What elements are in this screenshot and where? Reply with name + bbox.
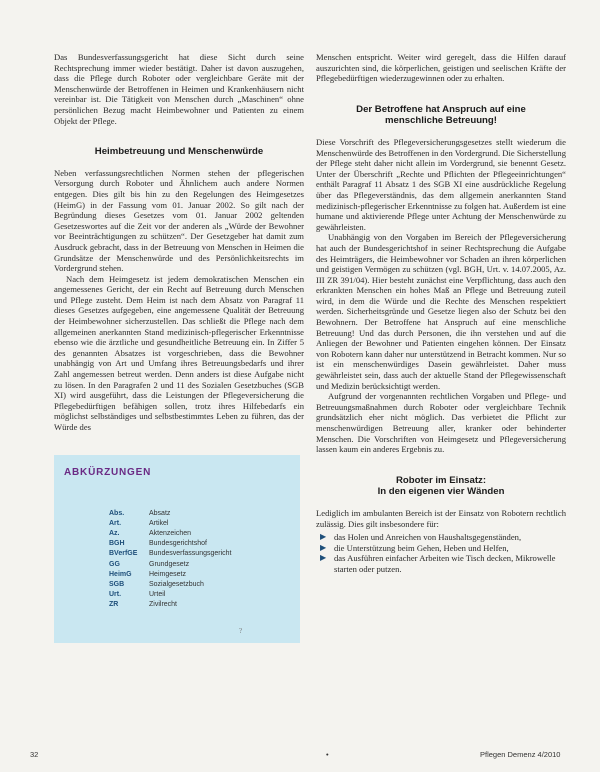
abbreviation-value: Aktenzeichen [149, 530, 192, 537]
abbreviations-title: ABKÜRZUNGEN [64, 466, 152, 478]
bullet-text: das Holen und Anreichen von Haushaltsgegenständen, [334, 532, 522, 543]
paragraph: Aufgrund der vorgenannten rechtlichen Vorgaben und Pflege- und Betreuungsmaßnahmen durch Roboter oder vergleichbare Technik grundsätzlich eher nicht möglich. Das verbietet die Pflicht zur menschenwürdigen Betreuung aller, kranker oder behinderter Menschen. Die Vorschriften von Heimgesetz und Pflegeversicherung lassen kaum ein anderes Ergebnis zu. [316, 391, 566, 455]
arrow-right-icon: ▶ [320, 532, 327, 542]
left-intro-text [54, 52, 304, 126]
abbreviation-key: Az. [109, 530, 120, 537]
abbreviation-key: ZR [109, 601, 119, 609]
paragraph: Lediglich im ambulanten Bereich ist der Einsatz von Robotern rechtlich zulässig. Dies gilt insbesondere für: [316, 507, 566, 529]
anspruch-text [316, 137, 566, 455]
paragraph: Das Bundesverfassungsgericht hat diese Sicht durch seine Rechtsprechung immer wieder bestätigt. Daher ist davon auszugehen, dass die Pflege durch Roboter oder vergleichbare Geräte mit der Menschenwürde der Betroffenen in Heimen und Krankenhäusern nicht vereinbar ist. Die Tätigkeit von Menschen durch „Maschinen“ ohne persönlichen Bezug macht Heimbewohner und Patienten zu einem Objekt der Pflege. [54, 52, 304, 126]
abbreviation-row [109, 519, 232, 529]
abbreviation-key: HeimG [109, 570, 132, 578]
bullet-item [320, 542, 566, 554]
heading-line: In den eigenen vier Wänden [377, 486, 505, 498]
heimbetreuung-text [54, 168, 304, 433]
right-column [316, 52, 566, 575]
abbreviation-row [109, 580, 232, 590]
abbreviation-value: Grundgesetz [149, 560, 190, 568]
bullet-item [320, 532, 566, 543]
page-number: 32 [30, 750, 39, 759]
abbreviation-value: Bundesgerichtshof [149, 540, 207, 548]
abbreviation-key: BVerfGE [109, 550, 138, 558]
abbreviation-key: Abs. [109, 509, 125, 517]
abbreviation-row [109, 549, 232, 559]
paragraph: Unabhängig von den Vorgaben im Bereich der Pflegeversicherung hat auch der Bundesgerichtshof in seiner Rechtsprechung die Aufgabe des Heimträgers, die Heimbewohner vor Schaden an ihren körperlichen und geistigen Vermögen zu schützen (vgl. BGH, Urt. v. 14.07.2005, Az. III ZR 391/04). Hier besteht zunächst eine Verpflichtung, dass auch den erkrankten Menschen ein hohes Maß an Pflege und Betreuung zuteil wird, in dem die Würde und die Rechte des Menschen respektiert werden. Sicherheitsgründe und Gesetze liegen also der Schutz bei den Bewohnern. Der Betroffene hat Anspruch auf eine menschliche Betreuung! Und das durch Personen, die ihn verstehen und auf die Anliegen der Bewohner und Patienten eingehen können. Der Einsatz von Robotern kann daher nur unterstützend in Betracht kommen. Nur so ist ein menschenwürdiges Dasein gewährleistet. Daher muss gewährleistet sein, dass auch der aktuelle Stand der Pflegewissenschaft und Medizin berücksichtigt werden. [316, 232, 566, 391]
footer-mark: • [326, 750, 329, 759]
bullet-list [316, 532, 566, 574]
abbreviation-value: Urteil [149, 591, 166, 599]
section-heading-roboter [316, 475, 566, 498]
heading-line: Der Betroffene hat Anspruch auf eine [356, 103, 526, 115]
section-heading-anspruch [316, 104, 566, 127]
box-mark: ? [239, 626, 243, 635]
abbreviation-value: Sozialgesetzbuch [149, 581, 204, 589]
abbreviation-key: Art. [109, 519, 122, 527]
bullet-text: das Ausführen einfacher Arbeiten wie Tisch decken, Mikrowelle starten oder putzen. [334, 553, 556, 574]
roboter-text [316, 508, 566, 529]
abbreviation-value: Heimgesetz [149, 570, 186, 578]
arrow-right-icon: ▶ [320, 542, 327, 552]
abbreviation-key: SGB [109, 581, 125, 589]
arrow-right-icon: ▶ [320, 553, 327, 563]
bullet-text: die Unterstützung beim Gehen, Heben und Helfen, [334, 542, 509, 553]
abbreviations-list [109, 509, 232, 611]
abbreviation-value: Bundesverfassungsgericht [149, 550, 232, 558]
right-intro-text [316, 52, 566, 84]
bullet-item [320, 553, 566, 574]
abbreviation-value: Absatz [149, 509, 171, 517]
abbreviation-row [109, 529, 232, 539]
heading-line: menschliche Betreuung! [385, 115, 497, 127]
abbreviation-row [109, 509, 232, 519]
abbreviation-value: Artikel [149, 519, 169, 527]
left-column [54, 52, 304, 643]
paragraph: Diese Vorschrift des Pflegeversicherungsgesetzes stellt wiederum die Menschenwürde des Betroffenen in den Vordergrund. Die Sicherstellung der Pflege steht daher nicht allein im Vordergrund, sie benennt Gesetz. Unter der Überschrift „Rechte und Pflichten der Pflegeeinrichtungen“ enthält Paragraf 11 Absatz 1 des SGB XI eine ausdrückliche Regelung über das Pflegeverständnis, das dem allgemein anerkannten Stand medizinisch-pflegerischer Erkenntnisse zu folgen hat. Außerdem ist eine humane und aktivierende Pflege unter Achtung der Menschenwürde zu gewährleisten. [316, 136, 566, 232]
abbreviation-row [109, 570, 232, 580]
abbreviation-key: BGH [109, 540, 125, 548]
paragraph: Neben verfassungsrechtlichen Normen stehen der pflegerischen Versorgung durch Roboter und Ähnlichem auch andere Normen entgegen. Dies gilt bis hin zu den Regelungen des Heimgesetzes (HeimG) in der Fassung vom 01. Januar 2002. So gilt nach der Begründung dieses Gesetzes vom 01. Januar 2002 geltenden Gesetzeswortes auf die Zeit vor der anderen als „Würde der Bewohner vor Beeinträchtigungen zu schützen“. Der Gesetzgeber hat damit zum Ausdruck gebracht, dass in der Betreuung von Menschen in Heimen die Grundsätze der Menschenwürde und des Persönlichkeitsrechts im Vordergrund stehen. [54, 167, 304, 274]
abbreviation-row [109, 539, 232, 549]
abbreviation-row [109, 600, 232, 610]
paragraph: Menschen entspricht. Weiter wird geregelt, dass die Hilfen darauf auszurichten sind, die körperlichen, geistigen und seelischen Kräfte der Pflegebedürftigen wiederzugewinnen oder zu erhalten. [316, 52, 566, 84]
abbreviation-value: Zivilrecht [149, 601, 178, 609]
journal-name: Pflegen Demenz 4/2010 [480, 750, 561, 759]
abbreviations-box [54, 455, 300, 643]
section-heading-heimbetreuung: Heimbetreuung und Menschenwürde [94, 146, 264, 158]
heading-line: Roboter im Einsatz: [395, 474, 487, 486]
abbreviation-key: Urt. [109, 591, 122, 599]
abbreviation-row [109, 560, 232, 570]
abbreviation-row [109, 590, 232, 600]
abbreviation-key: GG [109, 560, 120, 568]
paragraph: Nach dem Heimgesetz ist jedem demokratischen Menschen ein angemessenes Gericht, der ein Recht auf Betreuung durch Menschen und Pflege zusteht. Dem Heim ist nach dem Absatz von Paragraf 11 dieses Gesetzes aufgegeben, eine angemessene Qualität der Betreuung der Heimbewohner sicherzustellen. Das schließt die Pflege nach dem allgemeinen anerkannten Stand medizinisch-pflegerischer Erkenntnisse ebenso wie die ärztliche und gesundheitliche Betreuung ein. In Ziffer 5 des genannten Absatzes ist vorgeschrieben, dass die Bewohner unabhängig von Art und Umfang ihres Betreuungsbedarfs und ihrer Zahl angemessen betreut werden. Denn anders ist diese Aufgabe nicht zu lösen. In den Paragrafen 2 und 11 des Sozialen Gesetzbuches (SGB XI) wird ausgeführt, dass die Leistungen der Pflegeversicherung die Pflegebedürftigen befähigen sollen, trotz ihres Hilfebedarfs ein möglichst selbständiges und selbstbestimmtes Leben zu führen, das der Würde des [54, 273, 304, 432]
